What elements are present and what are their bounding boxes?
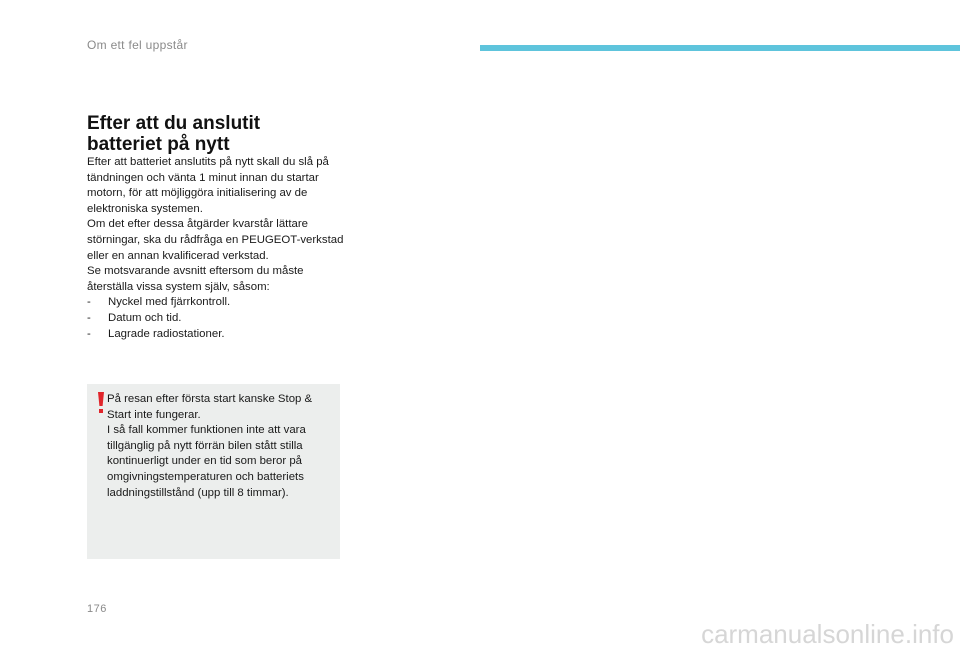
list-item: - Nyckel med fjärrkontroll. xyxy=(87,296,231,309)
section-header: Om ett fel uppstår xyxy=(87,38,188,52)
title-line-1: Efter att du anslutit xyxy=(87,113,261,134)
header-accent-bar xyxy=(480,45,960,51)
note-text xyxy=(107,392,335,501)
system-list xyxy=(87,295,349,342)
note-line-2: I så fall kommer funktionen inte att vara tillgänglig på nytt förrän bilen stått stilla kontinuerligt under en tid som beror på omgivningstemperaturen och batteriets laddningstillstånd (upp till 8 timmar). xyxy=(107,424,306,499)
watermark: carmanualsonline.info xyxy=(701,619,954,649)
paragraph-1: Efter att batteriet anslutits på nytt skall du slå på tändningen och vänta 1 minut innan du startar motorn, för att möjliggöra initialisering av de elektroniska systemen. xyxy=(87,156,329,215)
paragraph-3: Se motsvarande avsnitt eftersom du måste återställa vissa system själv, såsom: xyxy=(87,265,304,293)
paragraph-2: Om det efter dessa åtgärder kvarstår lättare störningar, ska du rådfråga en PEUGEOT-verkstad eller en annan kvalificerad verkstad. xyxy=(87,218,344,262)
warning-note-box xyxy=(87,384,340,559)
note-line-1: På resan efter första start kanske Stop & Start inte fungerar. xyxy=(107,393,313,421)
exclamation-warning-icon xyxy=(96,391,106,415)
body-text xyxy=(87,155,349,342)
title-line-2: batteriet på nytt xyxy=(87,134,230,155)
list-item: - Lagrade radiostationer. xyxy=(87,327,225,340)
page-title xyxy=(87,113,347,155)
list-item: - Datum och tid. xyxy=(87,311,182,324)
page-number: 176 xyxy=(87,603,107,615)
